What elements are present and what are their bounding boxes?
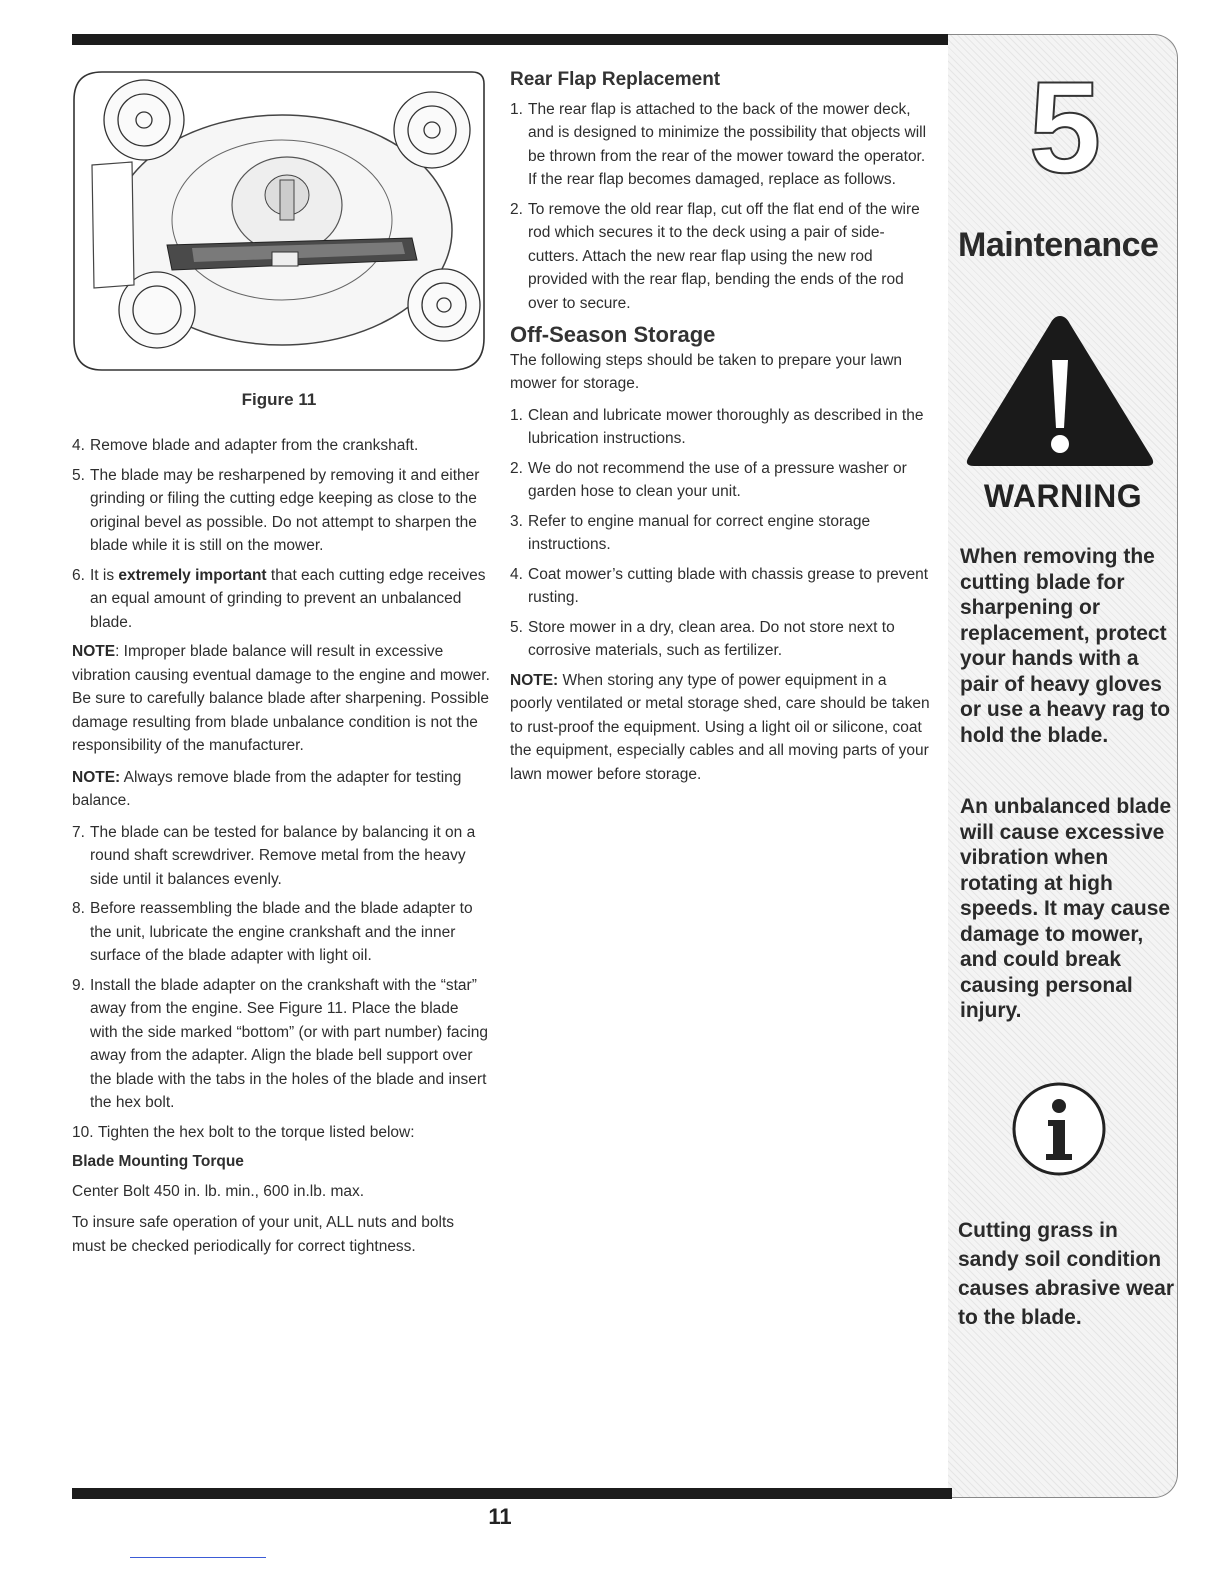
storage-intro: The following steps should be taken to prepare your lawn mower for storage. — [510, 351, 903, 392]
list-item: 5. Store mower in a dry, clean area. Do not store next to corrosive materials, such as fertilizer. — [510, 618, 895, 659]
middle-column — [510, 68, 930, 794]
list-item: 5. The blade may be resharpened by removing it and either grinding or filing the cutting edge keeping as close to the original bevel as possible. Do not attempt to sharpen the blade while it is still on the mower. — [72, 466, 480, 554]
storage-heading: Off-Season Storage — [510, 322, 716, 347]
warning-label: WARNING — [983, 478, 1143, 514]
top-rule — [72, 34, 952, 45]
list-item: 6. It is extremely important that each cutting edge receives an equal amount of grinding to prevent an unbalanced blade. — [72, 566, 486, 631]
warning-text-unbalanced: An unbalanced blade will cause excessive vibration when rotating at high speeds. It may cause damage to mower, and could break causing personal injury. — [960, 795, 1172, 1022]
left-column — [72, 434, 490, 1266]
note-balance: NOTE: Improper blade balance will result in excessive vibration causing eventual damage to the engine and mower. Be sure to carefully balance blade after sharpening. Possible damage resulting from blade unbalance condition is not the responsibility of the manufacturer. — [72, 643, 490, 754]
list-item: 4. Coat mower’s cutting blade with chassis grease to prevent rusting. — [510, 565, 929, 606]
section-title: Maintenance — [958, 226, 1159, 264]
info-icon — [1010, 1080, 1108, 1178]
emphasis: extremely important — [118, 566, 267, 584]
figure-caption: Figure 11 — [241, 390, 317, 409]
torque-heading: Blade Mounting Torque — [72, 1153, 244, 1170]
torque-spec: Center Bolt 450 in. lb. min., 600 in.lb. max. — [72, 1182, 365, 1200]
section-number — [1010, 70, 1120, 180]
page-number: 11 — [488, 1504, 512, 1529]
footer-underline — [130, 1557, 266, 1558]
list-item: 3. Refer to engine manual for correct engine storage instructions. — [510, 512, 871, 553]
list-item: 1. The rear flap is attached to the back of the mower deck, and is designed to minimize the possibility that objects will be thrown from the rear of the mower toward the operator. If the rear flap becomes damaged, replace as follows. — [510, 100, 927, 188]
storage-note: NOTE: When storing any type of power equipment in a poorly ventilated or metal storage shed, care should be taken to rust-proof the equipment. Using a light oil or silicone, coat the equipment, especially cables and all moving parts of your lawn mower before storage. — [510, 671, 930, 783]
list-item: 9. Install the blade adapter on the crankshaft with the “star” away from the engine. See Figure 11. Place the blade with the side marked “bottom” (or with part number) facing away from the adapter. Align the blade bell support over the blade with the tabs in the holes of the blade and insert the hex bolt. — [72, 976, 488, 1111]
closing-note: To insure safe operation of your unit, ALL nuts and bolts must be checked periodically for correct tightness. — [72, 1214, 455, 1255]
svg-text:5: 5 — [1028, 70, 1102, 180]
warning-triangle-icon — [960, 310, 1160, 470]
list-item: 4. Remove blade and adapter from the crankshaft. — [72, 437, 419, 454]
rear-flap-heading: Rear Flap Replacement — [510, 69, 721, 90]
list-item: 2. To remove the old rear flap, cut off the flat end of the wire rod which secures it to the deck using a pair of side-cutters. Attach the new rear flap using the new rod provided with the rear flap, bending the ends of the rod over to secure. — [510, 200, 920, 312]
list-item: 8. Before reassembling the blade and the blade adapter to the unit, lubricate the engine crankshaft and the inner surface of the blade adapter with light oil. — [72, 900, 473, 964]
list-item: 7. The blade can be tested for balance by balancing it on a round shaft screwdriver. Remove metal from the heavy side until it balances evenly. — [72, 823, 476, 888]
list-item: 2. We do not recommend the use of a pressure washer or garden hose to clean your unit. — [510, 459, 907, 500]
info-text: Cutting grass in sandy soil condition causes abrasive wear to the blade. — [958, 1219, 1174, 1329]
list-item: 10. Tighten the hex bolt to the torque listed below: — [72, 1123, 415, 1141]
bottom-rule — [72, 1488, 952, 1499]
note-testing: NOTE: Always remove blade from the adapter for testing balance. — [72, 768, 462, 809]
warning-text-gloves: When removing the cutting blade for sharpening or replacement, protect your hands with a pair of heavy gloves or use a heavy rag to hold the blade. — [960, 545, 1171, 747]
list-item: 1. Clean and lubricate mower thoroughly as described in the lubrication instructions. — [510, 406, 924, 447]
figure-11-illustration — [72, 70, 486, 372]
